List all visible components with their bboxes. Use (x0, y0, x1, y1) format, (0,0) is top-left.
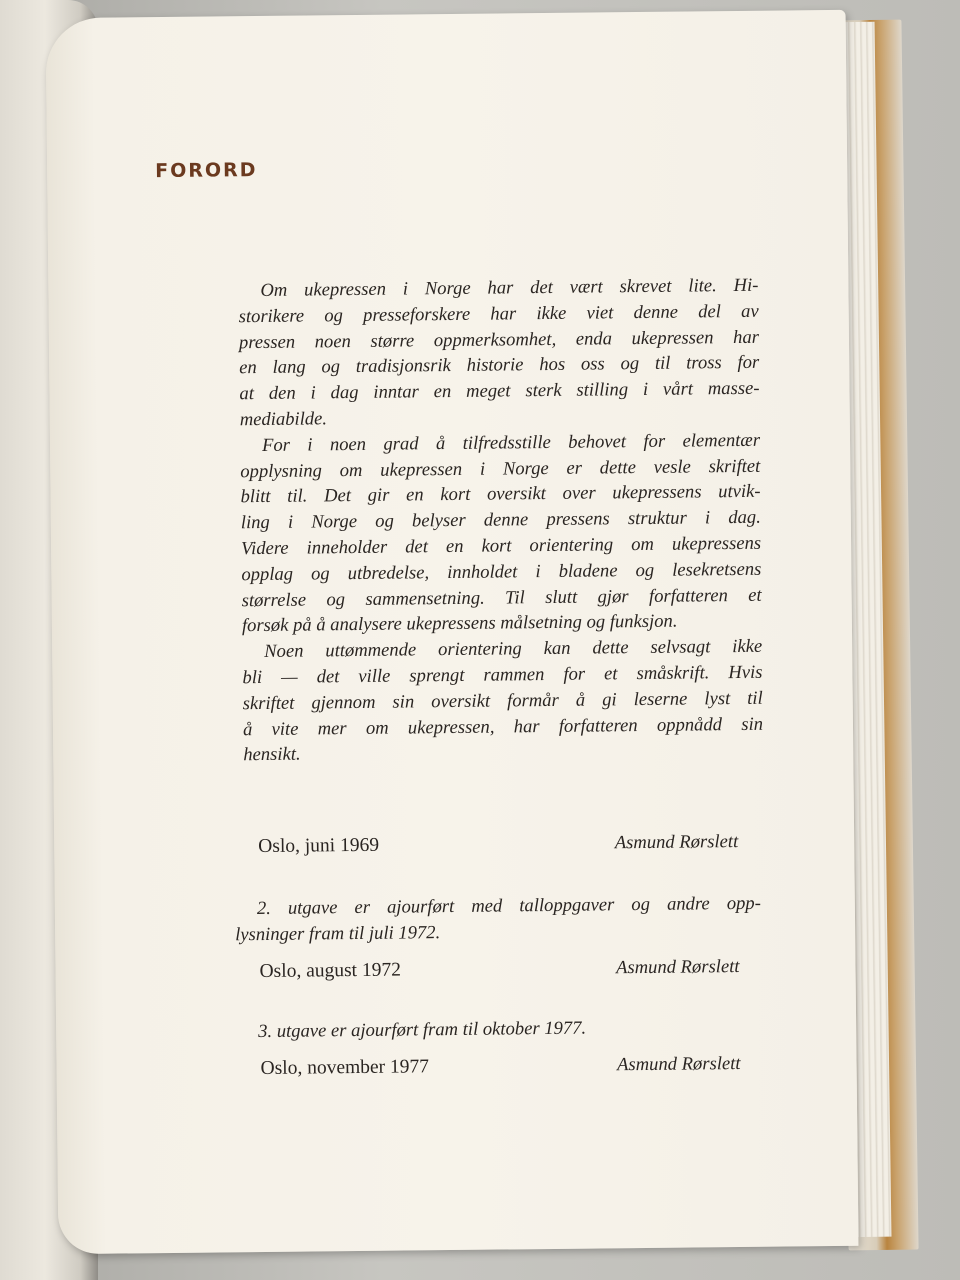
signature-1969 (258, 831, 738, 858)
edition-3-note (236, 1014, 762, 1046)
text-line: skriftet gjennom sin oversikt formår å gi leserne lyst til (242, 687, 763, 714)
preface-body (238, 273, 763, 769)
text-line: blitt til. Det gir en kort oversikt over ukepressens utvik- (240, 481, 761, 508)
edition-2-note (235, 891, 762, 949)
paragraph-3 (242, 634, 763, 768)
text-line: opplag og utbredelse, innholdet i bladene og lesekretsens (241, 558, 762, 585)
text-line: hensikt. (243, 743, 301, 766)
author-name: Asmund Rørslett (615, 956, 740, 979)
text-line: For i noen grad å tilfredsstille behovet for elementær (261, 429, 761, 456)
text-line: at den i dag inntar en meget sterk stilling i vårt masse- (239, 377, 760, 405)
text-line: å vite mer om ukepressen, har forfatteren oppnådd sin (242, 713, 764, 740)
text-line: mediabilde. (239, 408, 328, 431)
text-line: forsøk på å analysere ukepressens målsetning og funksjon. (241, 610, 678, 637)
author-name: Asmund Rørslett (616, 1053, 741, 1076)
text-line: en lang og tradisjonsrik historie hos oss og til tross for (239, 352, 760, 379)
text-line: lysninger fram til juli 1972. (235, 922, 441, 946)
text-line: storikere og presseforskere har ikke viet denne del av (238, 300, 759, 328)
signature-1977 (260, 1053, 740, 1080)
text-line: bli — det ville sprengt rammen for et småskrift. Hvis (242, 661, 763, 689)
text-line: Noen uttømmende orientering kan dette selvsagt ikke (264, 635, 763, 663)
author-name: Asmund Rørslett (614, 831, 739, 854)
page-heading: FORORD (155, 159, 258, 183)
signature-1972 (259, 956, 739, 983)
text-line: opplysning om ukepressen i Norge er dette vesle skriftet (240, 455, 761, 482)
paragraph-2 (240, 428, 762, 640)
text-line: ling i Norge og belyser denne pressens struktur i dag. (240, 506, 761, 534)
text-line: pressen noen større oppmerksomhet, enda ukepressen har (238, 326, 760, 353)
text-line: Om ukepressen i Norge har det vært skrevet lite. Hi- (260, 274, 759, 301)
place-date: Oslo, november 1977 (260, 1056, 430, 1080)
book-page (46, 10, 859, 1254)
text-line: 3. utgave er ajourført fram til oktober 1977. (258, 1017, 587, 1043)
place-date: Oslo, august 1972 (259, 959, 402, 983)
place-date: Oslo, juni 1969 (258, 834, 380, 858)
paragraph-1 (238, 273, 760, 433)
text-line: Videre inneholder det en kort orientering om ukepressens (241, 532, 762, 560)
text-line: 2. utgave er ajourført med talloppgaver og andre opp- (256, 892, 761, 920)
text-line: størrelse og sammensetning. Til slutt gjør forfatteren et (241, 584, 762, 611)
